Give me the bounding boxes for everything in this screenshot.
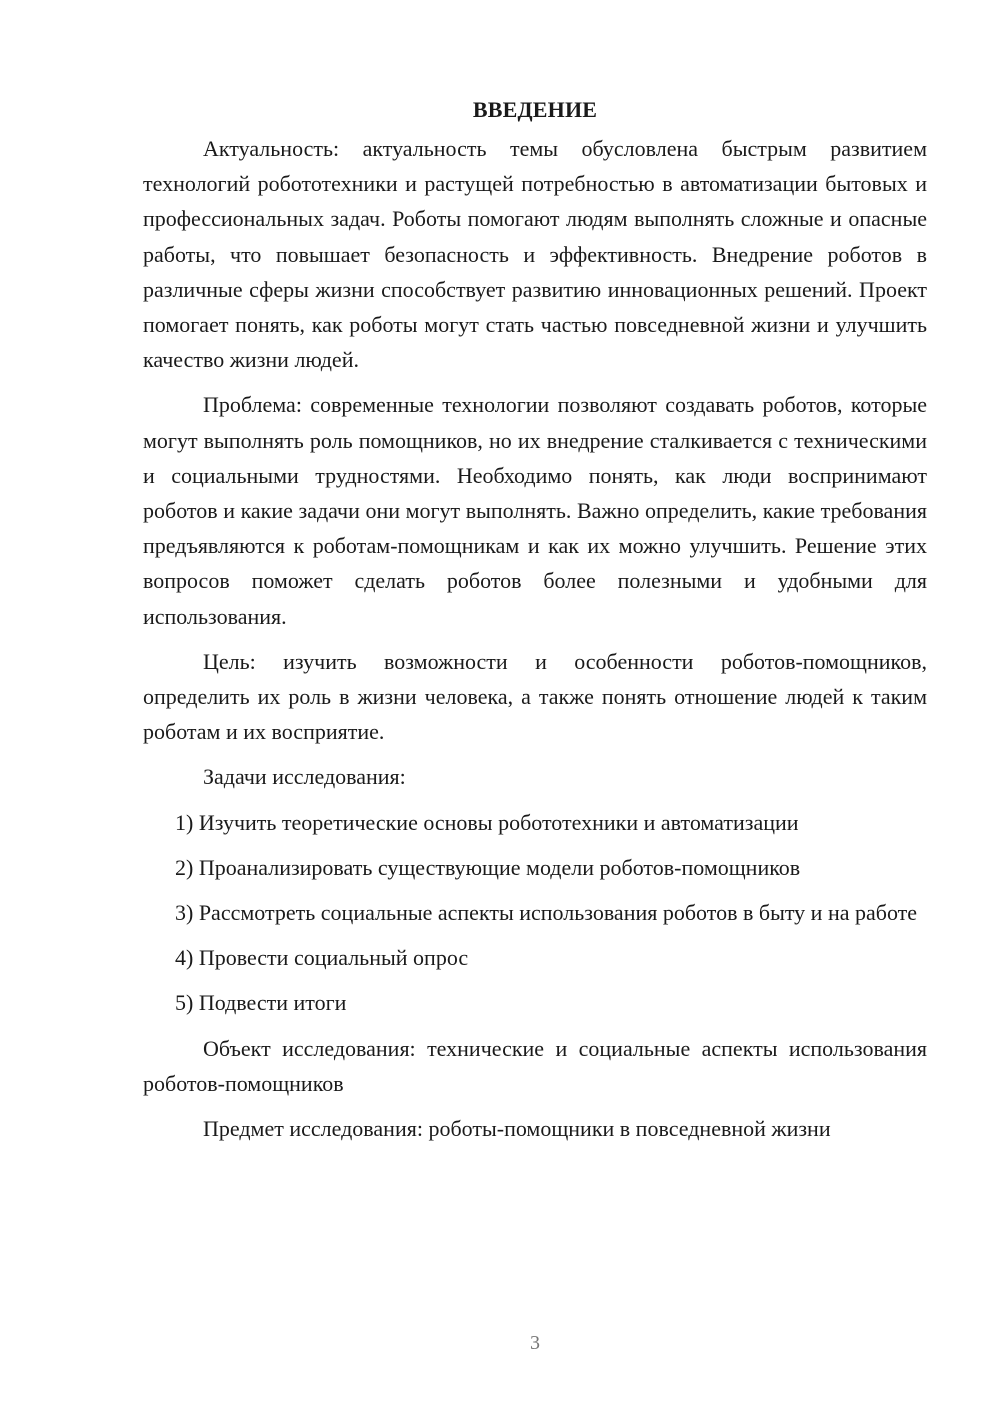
- section-title: ВВЕДЕНИЕ: [472, 97, 598, 122]
- task-item: 1) Изучить теоретические основы робототехники и автоматизации: [175, 809, 799, 835]
- task-item: 5) Подвести итоги: [175, 990, 347, 1016]
- task-item: 3) Рассмотреть социальные аспекты использования роботов в быту и на работе: [175, 900, 918, 926]
- task-item: 2) Проанализировать существующие модели роботов-помощников: [175, 854, 801, 880]
- document-page: [143, 92, 927, 1156]
- subject-paragraph: Предмет исследования: роботы-помощники в повседневной жизни: [203, 1116, 831, 1142]
- page-number: 3: [530, 1332, 540, 1354]
- object-paragraph: Объект исследования: технические и социальные аспекты использования роботов-помощников: [143, 1035, 927, 1096]
- problem-paragraph: Проблема: современные технологии позволяют создавать роботов, которые могут выполнять роль помощников, но их внедрение сталкивается с техническими и социальными трудностями. Необходимо понять, как люди воспринимают роботов и какие задачи они могут выполнять. Важно определить, какие требования предъявляются к роботам-помощникам и как их можно улучшить. Решение этих вопросов поможет сделать роботов более полезными и удобными для использования.: [143, 392, 927, 629]
- task-item: 4) Провести социальный опрос: [175, 945, 469, 971]
- relevance-paragraph: Актуальность: актуальность темы обусловлена быстрым развитием технологий робототехники и растущей потребностью в автоматизации бытовых и профессиональных задач. Роботы помогают людям выполнять сложные и опасные работы, что повышает безопасность и эффективность. Внедрение роботов в различные сферы жизни способствует развитию инновационных решений. Проект помогает понять, как роботы могут стать частью повседневной жизни и улучшить качество жизни людей.: [143, 136, 927, 373]
- goal-paragraph: Цель: изучить возможности и особенности роботов-помощников, определить их роль в жизни человека, а также понять отношение людей к таким роботам и их восприятие.: [143, 648, 927, 745]
- tasks-heading: Задачи исследования:: [203, 764, 406, 790]
